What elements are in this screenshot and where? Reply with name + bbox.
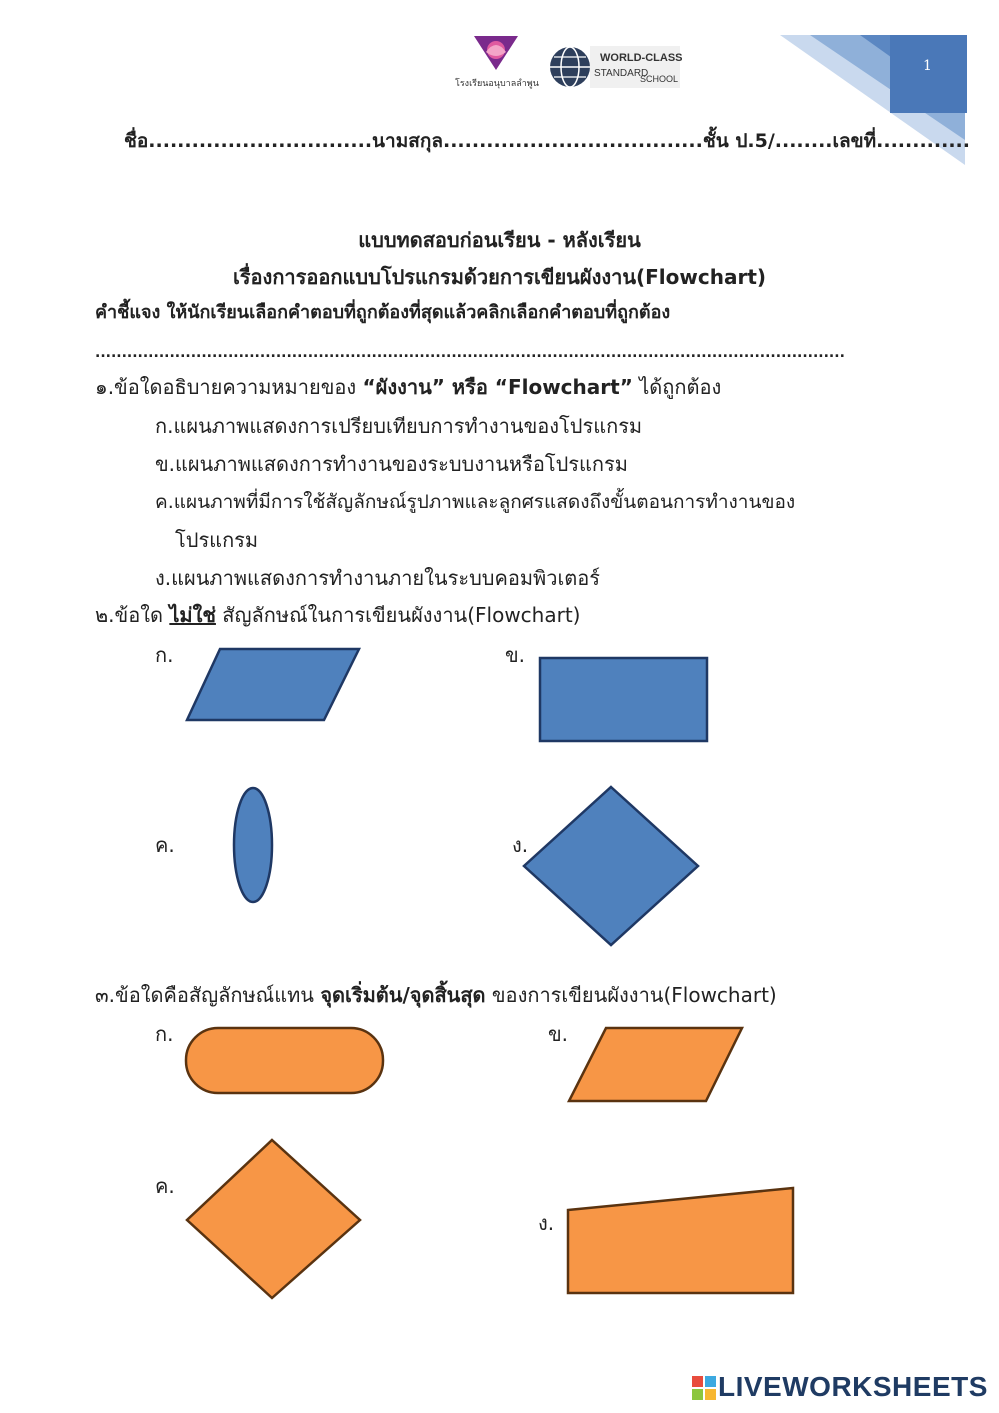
q2-label-c: ค. [155,833,175,857]
q2-option-d-diamond[interactable] [521,784,701,948]
q3-option-c-diamond[interactable] [184,1137,364,1301]
question-3-prefix: ๓.ข้อใดคือสัญลักษณ์แทน [95,983,321,1007]
question-2-suffix: สัญลักษณ์ในการเขียนผังงาน(Flowchart) [215,603,581,627]
liveworksheets-brand[interactable]: LIVEWORKSHEETS [718,1371,988,1402]
wcs-logo-text-school: SCHOOL [640,74,679,84]
q3-label-d: ง. [538,1211,555,1235]
q2-option-c-ellipse[interactable] [231,785,275,905]
q1-option-c-continued[interactable]: โปรแกรม [175,528,259,552]
question-2-prefix: ๒.ข้อใด [95,603,170,627]
q3-option-d-manual-input[interactable] [565,1185,797,1297]
question-2-keyword: ไม่ใช่ [169,603,216,627]
question-2 [95,602,580,628]
question-1-prefix: ๑.ข้อใดอธิบายความหมายของ [95,375,363,399]
test-subtitle: เรื่องการออกแบบโปรแกรมด้วยการเขียนผังงาน(Flowchart) [232,265,767,289]
page-number: 1 [923,58,932,74]
q1-option-d[interactable]: ง.แผนภาพแสดงการทำงานภายในระบบคอมพิวเตอร์ [155,566,601,590]
wcs-logo-text-world: WORLD-CLASS [600,52,683,64]
question-1-keyword: “ผังงาน” หรือ “Flowchart” [362,375,633,399]
q1-option-b[interactable]: ข.แผนภาพแสดงการทำงานของระบบงานหรือโปรแกรม [155,452,628,476]
globe-icon [548,44,592,90]
question-1-suffix: ได้ถูกต้อง [632,375,722,399]
q1-option-a[interactable]: ก.แผนภาพแสดงการเปรียบเทียบการทำงานของโปรแกรม [155,414,643,438]
liveworksheets-logo-icon [692,1376,716,1400]
question-3-keyword: จุดเริ่มต้น/จุดสิ้นสุด [320,983,486,1007]
q2-option-b-rectangle[interactable] [538,656,710,744]
q3-label-a: ก. [155,1022,174,1046]
q2-label-d: ง. [512,833,529,857]
test-title: แบบทดสอบก่อนเรียน - หลังเรียน [358,228,641,252]
q3-option-a-terminator[interactable] [184,1026,386,1096]
q2-label-b: ข. [505,643,526,667]
question-3 [95,982,777,1008]
q1-option-c[interactable]: ค.แผนภาพที่มีการใช้สัญลักษณ์รูปภาพและลูกศรแสดงถึงขั้นตอนการทำงานของ [155,491,796,513]
divider-dots: ............................................................................................................................................. [95,345,845,361]
question-1 [95,374,721,400]
q3-label-c: ค. [155,1174,175,1198]
q2-option-a-parallelogram[interactable] [184,646,364,724]
instructions: คำชี้แจง ให้นักเรียนเลือกคำตอบที่ถูกต้องที่สุดแล้วคลิกเลือกคำตอบที่ถูกต้อง [95,302,671,323]
question-3-suffix: ของการเขียนผังงาน(Flowchart) [485,983,777,1007]
q3-option-b-parallelogram[interactable] [566,1025,746,1105]
school-logo-text: โรงเรียนอนุบาลลำพูน [455,78,539,88]
student-info-line: ชื่อ...............................นามสกุล....................................ชั้น ป.5/........เลขที่............. [124,130,970,152]
q3-label-b: ข. [548,1022,569,1046]
q2-label-a: ก. [155,643,174,667]
wcs-logo-text-standard: STANDARD [594,68,649,79]
